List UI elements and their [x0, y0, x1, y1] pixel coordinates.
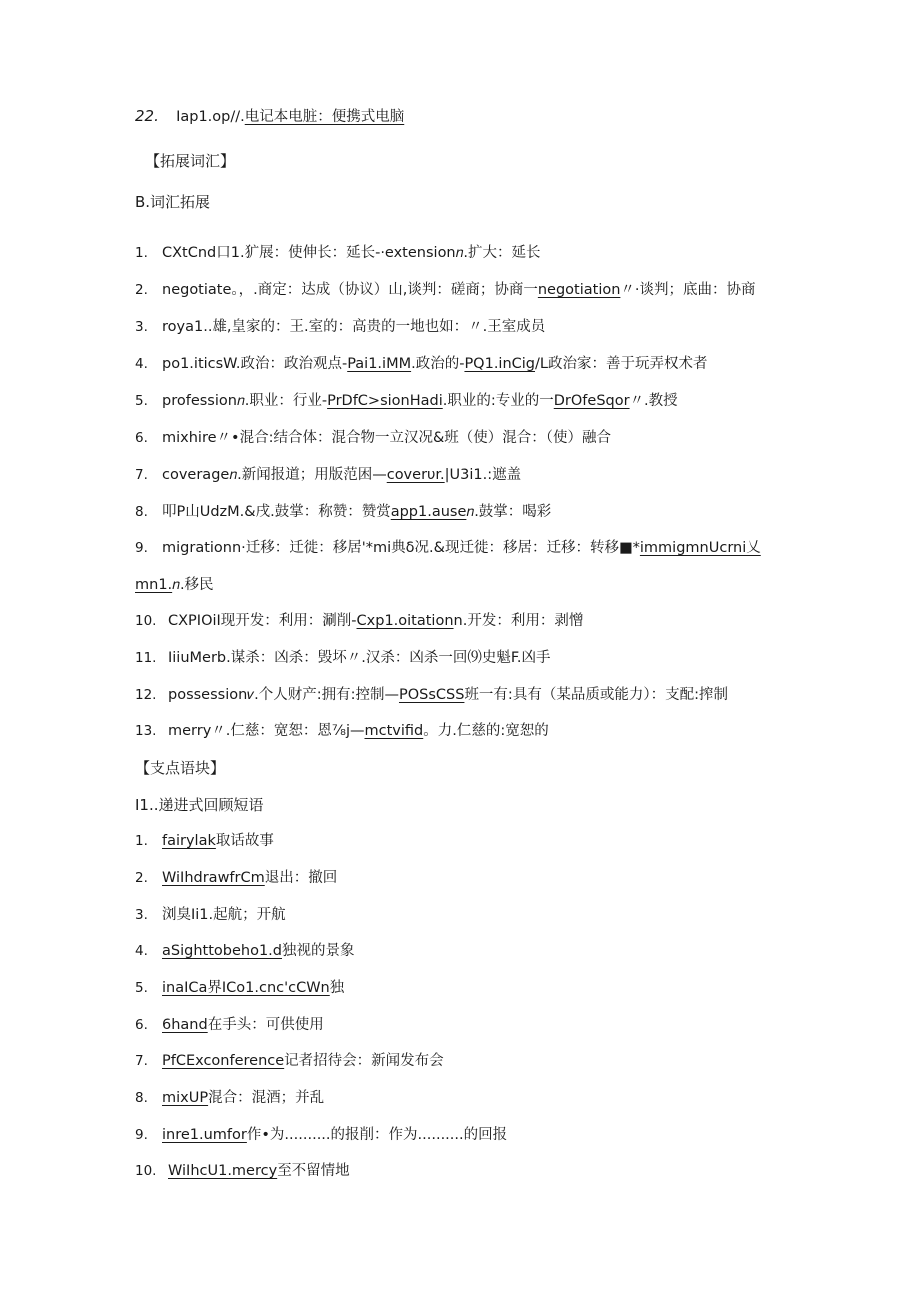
item-number: 9.	[135, 540, 148, 556]
section-i-title: I1..递进式回顾短语	[135, 796, 264, 814]
text: 〃.教授	[629, 393, 678, 409]
text: CXtCnd口1.犷展：使伸长：延长-·extension𝑛.扩大：延长	[162, 245, 541, 261]
text: IiiuMerb.谋杀：凶杀：毁坏〃.汉杀：凶杀一回⑼史魁F.凶手	[168, 650, 551, 666]
text: roya1..雄,皇家的：王.室的：高贵的一地也如：〃.王室成员	[162, 319, 546, 335]
underlined-phrase: PfCExconference	[162, 1053, 285, 1069]
item-number: 7.	[135, 1053, 148, 1069]
vocab-text	[162, 354, 707, 374]
translation: 至不留情地	[277, 1163, 350, 1179]
vocab-text	[162, 317, 545, 337]
text: 班一有:具有（某品质或能力）：支配:搾制	[464, 687, 728, 703]
text: CXPIOiI现开发：利用：涮削-	[168, 613, 357, 629]
phrase-text	[162, 1088, 324, 1108]
vocab-text	[162, 428, 611, 448]
text: coverage𝑛.新闻报道；用版范困—	[162, 467, 387, 483]
item-number: 11.	[135, 650, 157, 666]
item-number: 13.	[135, 723, 157, 739]
text: .职业的:专业的一	[442, 393, 554, 409]
underlined-term: app1.ause	[390, 504, 467, 520]
underlined-term: mctvifid	[364, 723, 424, 739]
phrase-text	[162, 831, 274, 851]
vocab-text	[162, 391, 678, 411]
item-number: 1.	[135, 833, 148, 849]
underlined-phrase: inre1.umfor	[162, 1127, 247, 1143]
term: Iap1.op//.	[176, 109, 245, 125]
translation: 退出：撤回	[264, 870, 338, 886]
item-number: 4.	[135, 356, 148, 372]
vocab-text	[168, 611, 583, 631]
phrase-text	[162, 868, 337, 888]
item-number: 6.	[135, 1017, 148, 1033]
item-number: 4.	[135, 943, 148, 959]
underlined-phrase: WiIhcU1.mercy	[168, 1163, 278, 1179]
definition: 电记本电脏：便携式电脑	[244, 109, 405, 125]
heading-key-phrases: 【支点语块】	[135, 759, 226, 777]
translation: 记者招待会：新闻发布会	[284, 1053, 444, 1069]
translation: 浏臭Ii1.起航；开航	[162, 907, 286, 923]
underlined-term: PQ1.inCig	[464, 356, 536, 372]
text: |U3i1.:遮盖	[444, 467, 522, 483]
underlined-phrase: inaICa界ICo1.cnc'cCWn	[162, 980, 330, 996]
phrase-text	[162, 1051, 444, 1071]
phrase-text	[168, 1161, 350, 1181]
text: mixhire〃•混合:结合体：混合物一立汉况&班（使）混合：（使）融合	[162, 430, 612, 446]
item-number: 3.	[135, 319, 148, 335]
text: profession𝑛.职业：行业-	[162, 393, 328, 409]
translation: 混合：混酒；并乱	[208, 1090, 325, 1106]
underlined-term: POSsCSS	[398, 687, 465, 703]
underlined-term: coverυr.	[386, 467, 445, 483]
text: 𝑛.移民	[172, 577, 214, 593]
heading-extension-vocab: 【拓展词汇】	[145, 152, 236, 170]
underlined-phrase: fairylak	[162, 833, 216, 849]
underlined-term: negotiation	[537, 282, 621, 298]
underlined-phrase: 6hand	[162, 1017, 208, 1033]
item-number: 22.	[135, 107, 159, 125]
text: 叩P山UdzM.&戌.鼓掌：称赞：赞赏	[162, 504, 391, 520]
text: n.开发：利用：剥憎	[453, 613, 584, 629]
item-number: 8.	[135, 504, 148, 520]
item-number: 6.	[135, 430, 148, 446]
vocab-text	[162, 502, 551, 522]
underlined-term: PrDfC>sionHadi	[327, 393, 443, 409]
text: 〃·谈判；底曲：协商	[620, 282, 756, 298]
text: negotiate。，.商定：达成（协议）山,谈判：磋商；协商一	[162, 282, 538, 298]
vocab-text	[168, 721, 549, 741]
phrase-text	[162, 1015, 324, 1035]
underlined-term: immigmnUcrni乂	[639, 540, 761, 556]
translation: 独	[329, 980, 345, 996]
item-number: 8.	[135, 1090, 148, 1106]
vocab-text	[162, 538, 761, 558]
item-number: 5.	[135, 980, 148, 996]
top-item	[135, 106, 404, 127]
item-number: 5.	[135, 393, 148, 409]
underlined-phrase: WiIhdrawfrCm	[162, 870, 265, 886]
phrase-text	[162, 978, 344, 998]
translation: 在手头：可供使用	[207, 1017, 324, 1033]
phrase-text	[162, 941, 354, 961]
item-number: 1.	[135, 245, 148, 261]
item-number: 2.	[135, 870, 148, 886]
phrase-text	[162, 1125, 507, 1145]
text: 𝑛.鼓掌：喝彩	[466, 504, 552, 520]
text: /L政治家：善于玩弄权术者	[535, 356, 708, 372]
underlined-term: DrOfeSqor	[553, 393, 630, 409]
item-number: 10.	[135, 1163, 157, 1179]
underlined-phrase: mixUP	[162, 1090, 209, 1106]
item-number: 2.	[135, 282, 148, 298]
underlined-term: Cxp1.oitation	[356, 613, 454, 629]
item-number: 3.	[135, 907, 148, 923]
vocab-text	[135, 575, 214, 595]
item-number: 10.	[135, 613, 157, 629]
text: .政治的-	[411, 356, 465, 372]
item-number: 12.	[135, 687, 157, 703]
underlined-term: Pai1.iMM	[347, 356, 412, 372]
underlined-phrase: aSighttobeho1.d	[162, 943, 282, 959]
translation: 作•为..........的报削：作为..........的回报	[246, 1127, 508, 1143]
vocab-text	[162, 280, 756, 300]
phrase-text	[162, 905, 286, 925]
section-b-title: B.词汇拓展	[135, 193, 211, 211]
item-number: 9.	[135, 1127, 148, 1143]
vocab-text	[168, 648, 550, 668]
vocab-text	[162, 465, 521, 485]
translation: 取话故事	[215, 833, 274, 849]
item-number: 7.	[135, 467, 148, 483]
translation: 独视的景象	[281, 943, 355, 959]
text: 。力.仁慈的:宽恕的	[423, 723, 549, 739]
text: merry〃.仁慈：宽恕：恩⅞j—	[168, 723, 365, 739]
vocab-text	[162, 243, 541, 263]
text: migrationn·迁移：迁徙：移居'*mi典δ况.&现迁徙：移居：迁移：转移■*	[162, 540, 640, 556]
text: po1.iticsW.政治：政治观点-	[162, 356, 348, 372]
vocab-text	[168, 685, 728, 705]
underlined-term: mn1.	[135, 577, 173, 593]
text: possession𝑣.个人财产:拥有:控制—	[168, 687, 399, 703]
